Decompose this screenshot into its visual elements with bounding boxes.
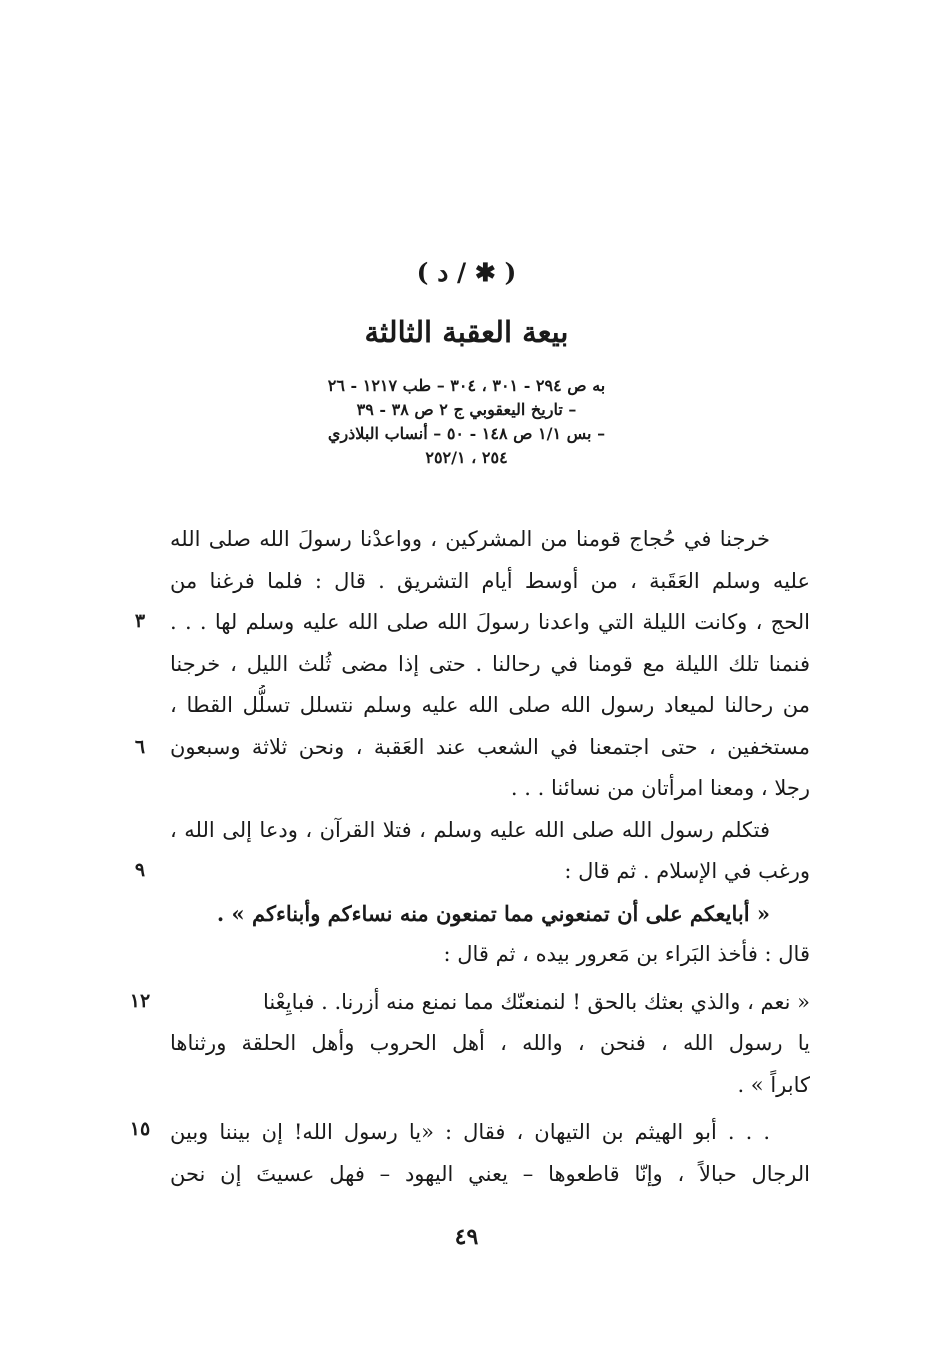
source-line: – تاريخ اليعقوبي ج ٢ ص ٣٨ - ٣٩ xyxy=(356,400,577,419)
line-number: ٩ xyxy=(134,859,146,881)
line-number: ١٢ xyxy=(129,990,151,1012)
body-text xyxy=(170,519,810,1195)
text-line: فتكلم رسول الله صلى الله عليه وسلم ، فتلا القرآن ، ودعا إلى الله ، xyxy=(170,817,770,842)
quoted-oath-line: « أبايعكم على أن تمنعوني مما تمنعون منه نساءكم وأبناءكم » . xyxy=(216,900,770,926)
text-line: مستخفين ، حتى اجتمعنا في الشعب عند العَقبة ، ونحن ثلاثة وسبعون xyxy=(170,734,810,759)
section-mark: ( ✱ / د ) xyxy=(416,258,517,287)
line-number: ١٥ xyxy=(129,1118,151,1140)
text-line: . . . أبو الهيثم بن التيهان ، فقال : «يا رسول الله! إن بيننا وبين xyxy=(170,1120,770,1144)
line-number: ٣ xyxy=(134,610,146,632)
source-line: ٢٥٤ ، ٢٥٢/١ xyxy=(425,448,508,467)
source-references xyxy=(0,374,933,470)
text-line: فنمنا تلك الليلة مع قومنا في رحالنا . حتى إذا مضى ثُلث الليل ، خرجنا xyxy=(170,651,810,676)
text-line: من رحالنا لميعاد رسول الله صلى الله عليه وسلم نتسلل تسلُّل القطا ، xyxy=(170,693,810,717)
page-number: ٤٩ xyxy=(454,1224,479,1250)
text-line: الرجال حبالاً ، وإنّا قاطعوها – يعني اليهود – فهل عسيتَ إن نحن xyxy=(170,1161,810,1186)
text-line: ورغب في الإسلام . ثم قال : xyxy=(564,859,810,883)
text-line: رجلا ، ومعنا امرأتان من نسائنا . . . xyxy=(510,776,810,800)
text-line: خرجنا في حُجاج قومنا من المشركين ، وواعدْنا رسولَ الله صلى الله xyxy=(170,527,770,551)
page-title: بيعة العقبة الثالثة xyxy=(364,315,569,349)
text-line: قال : فأخذ البَراء بن مَعرور بيده ، ثم قال : xyxy=(443,942,810,966)
text-line: كابراً » . xyxy=(737,1072,810,1097)
source-line: – بس ١/١ ص ١٤٨ - ٥٠ – أنساب البلاذري xyxy=(327,424,606,443)
text-line: الحج ، وكانت الليلة التي واعدنا رسولَ الله صلى الله عليه وسلم لها . . . xyxy=(170,610,810,634)
quoted-text-line: « نعم ، والذي بعثك بالحق ! لنمنعنّك مما نمنع منه أزرنا. . فبايِعْنا xyxy=(262,989,810,1014)
text-line: يا رسول الله ، فنحن ، والله ، أهل الحروب وأهل الحلقة ورثناها xyxy=(170,1031,810,1055)
line-number: ٦ xyxy=(134,736,146,758)
source-line: به ص ٢٩٤ - ٣٠١ ، ٣٠٤ – طب ١٢١٧ - ٢٦ xyxy=(327,376,606,395)
text-line: عليه وسلم العَقَبة ، من أوسط أيام التشريق . قال : فلما فرغنا من xyxy=(170,568,810,593)
